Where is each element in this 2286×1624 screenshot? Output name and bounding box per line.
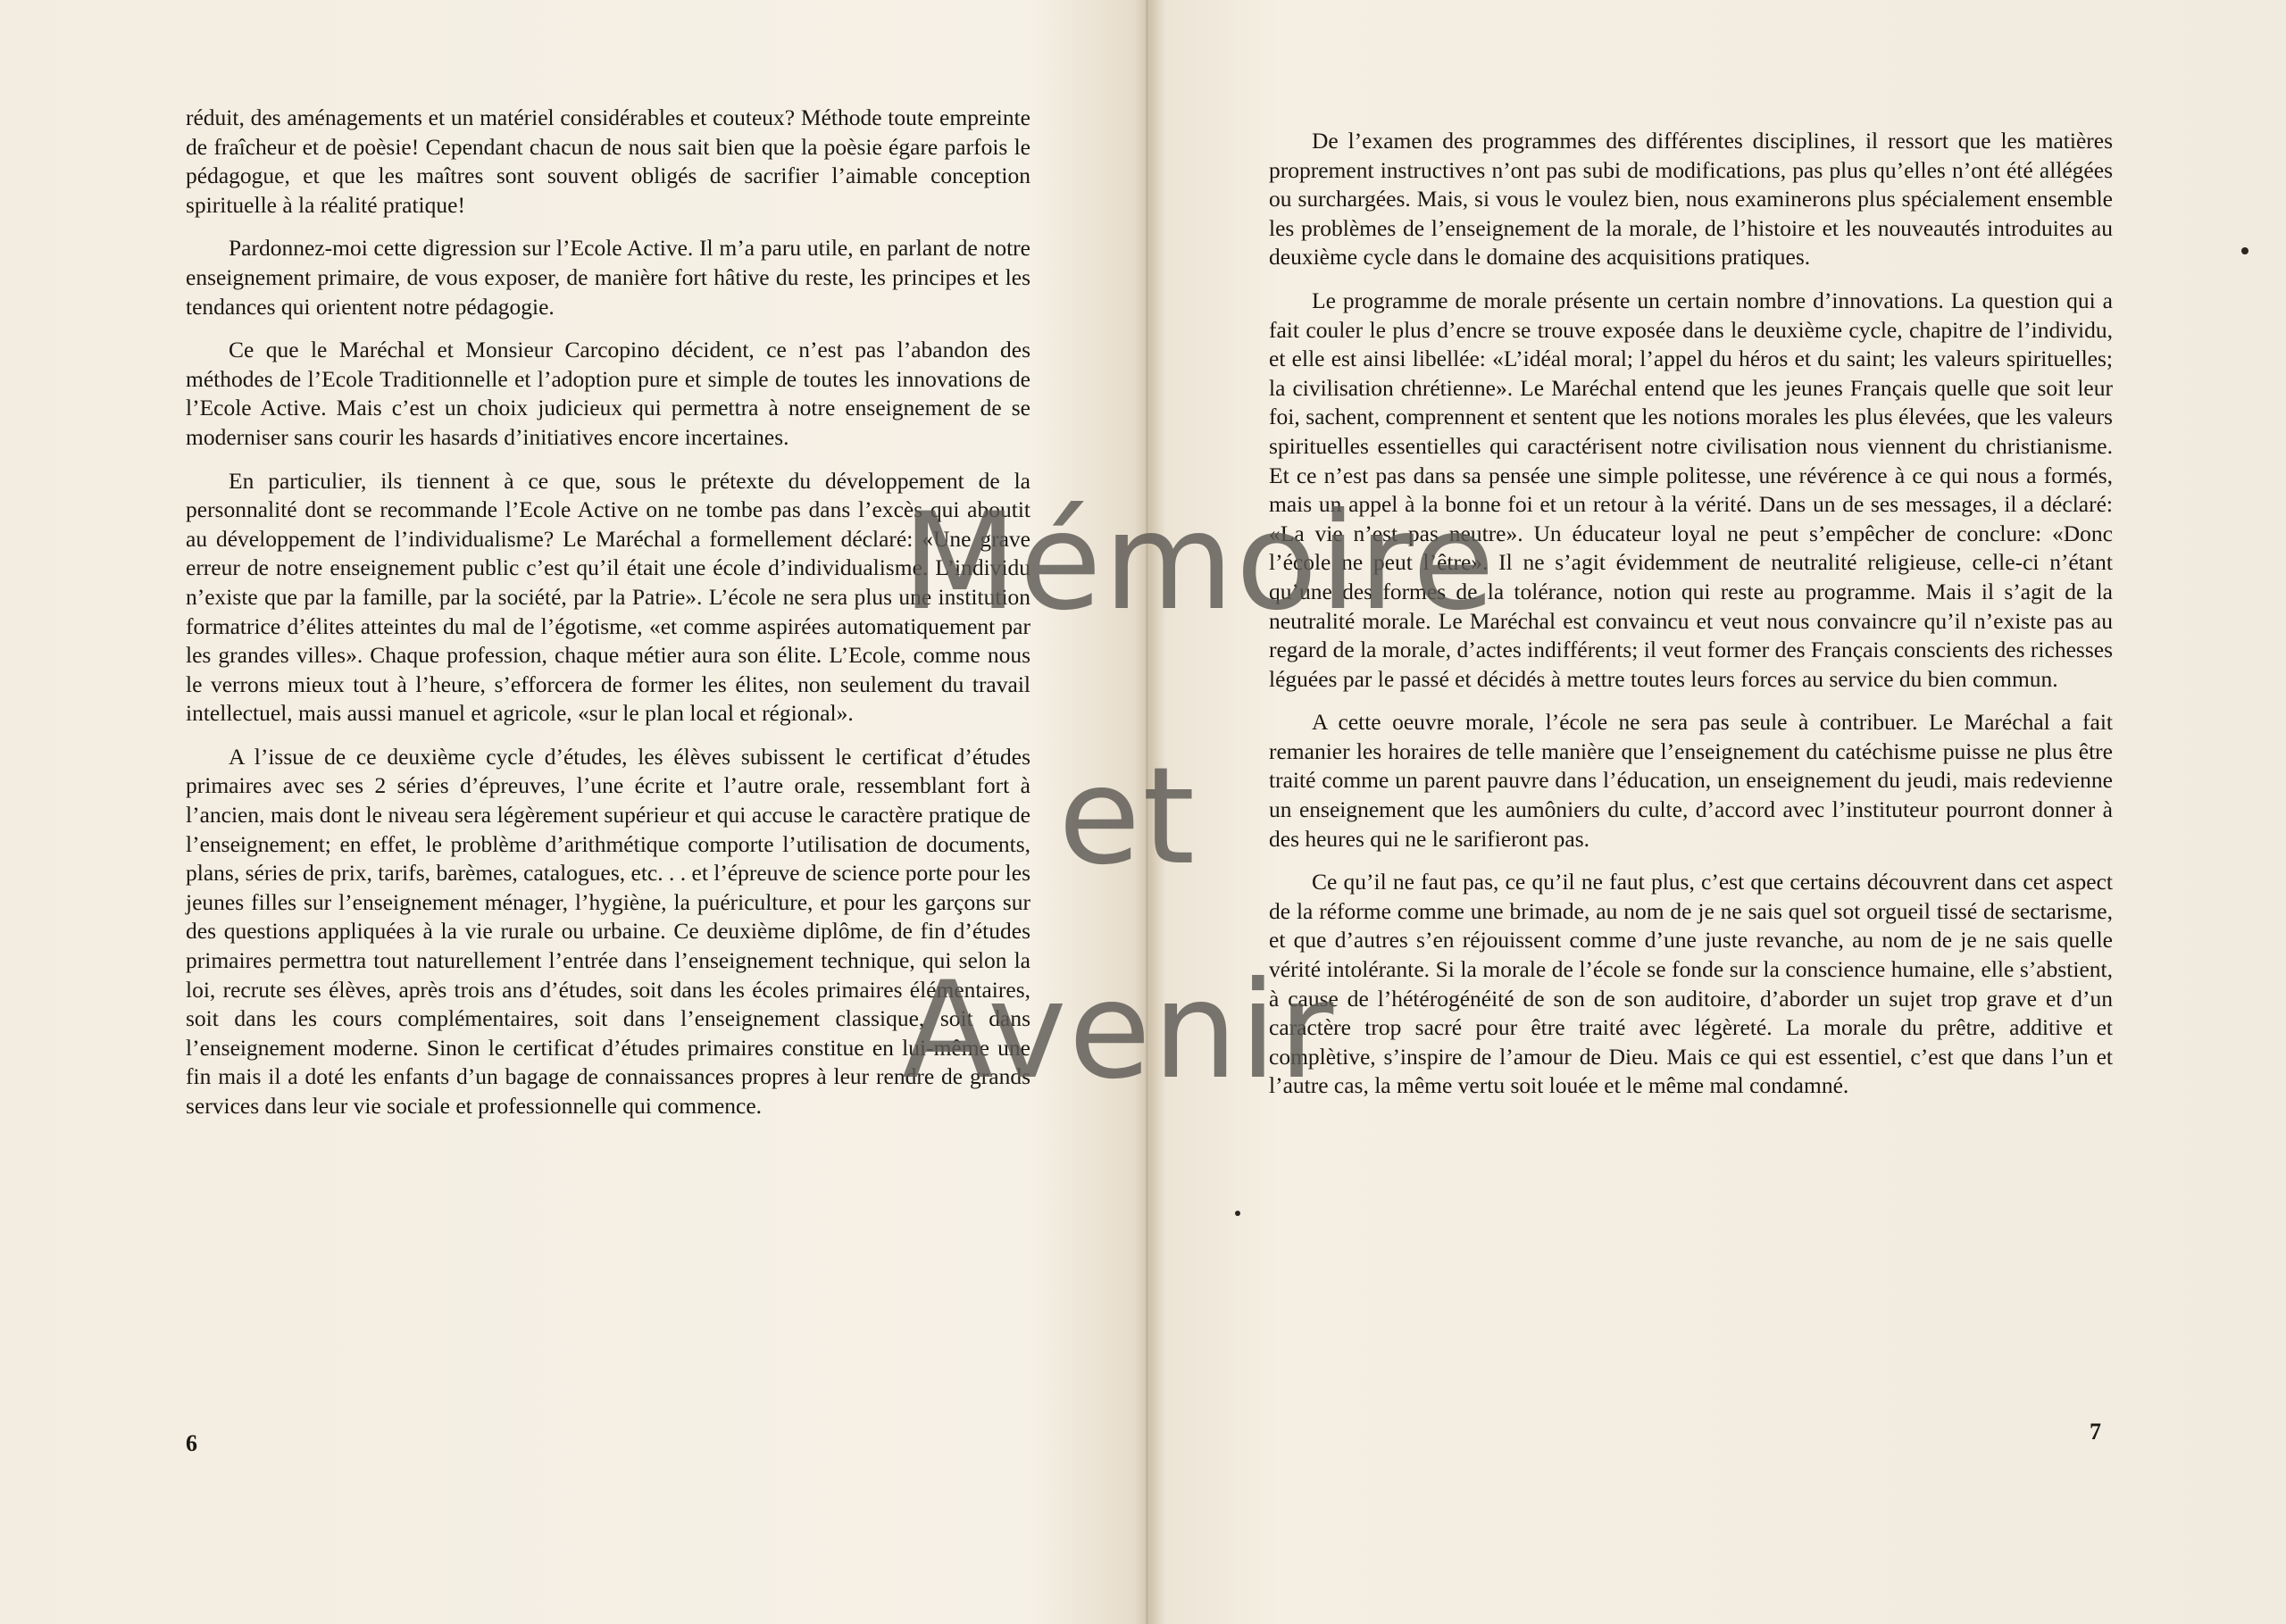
page-number-left: 6: [186, 1430, 197, 1456]
ink-dot: [2241, 247, 2248, 254]
paragraph: Ce qu’il ne faut pas, ce qu’il ne faut plus, c’est que certains découvrent dans cet aspect de la réforme comme une brimade, au nom de je ne sais quel sot orgueil tissé de sectarisme, et que d’autres s’en réjouissent comme d’une juste revanche, au nom de je ne sais quelle vérité intolérante. Si la morale de l’école se fonde sur la conscience humaine, elle s’abstient, à cause de l’hétérogénéité de son de son auditoire, d’aborder un sujet trop grave et d’un caractère trop sacré pour être traité avec légèreté. La morale du prêtre, additive et complètive, s’inspire de l’amour de Dieu. Mais ce qui est essentiel, c’est que dans l’un et l’autre cas, la même vertu soit louée et le même mal condamné.: [1269, 869, 2113, 1099]
watermark-line: Mémoire: [902, 485, 1497, 640]
paragraph: réduit, des aménagements et un matériel considérables et couteux? Méthode toute empreinte de fraîcheur et de poèsie! Cependant chacun de nous sait bien que la poèsie égare parfois le pédagogue, et que les maîtres sont souvent obligés de sacrifier l’aimable conception spirituelle à la réalité pratique!: [186, 104, 1030, 218]
left-page-text: [186, 104, 1030, 1136]
watermark-line: et: [1058, 739, 1197, 895]
paragraph: En particulier, ils tiennent à ce que, sous le prétexte du développement de la personnalité dont se recommande l’Ecole Active on ne tombe pas dans l’excès qui aboutit au développement de l’individualisme? Le Maréchal a formellement déclaré: «Une grave erreur de notre enseignement public c’est qu’il était une école d’individualisme. L’individu n’existe que par la famille, par la société, par la Patrie». L’école ne sera plus une institution formatrice d’élites atteintes du mal de l’égotisme, «et comme aspirées automatiquement par les grandes villes». Chaque profession, chaque métier aura son élite. L’Ecole, comme nous le verrons mieux tout à l’heure, s’efforcera de former les élites, non seulement du travail intellectuel, mais aussi manuel et agricole, «sur le plan local et régional».: [186, 467, 1030, 727]
paragraph: De l’examen des programmes des différentes disciplines, il ressort que les matières proprement instructives n’ont pas subi de modifications, pas plus qu’elles n’ont été allégées ou surchargées. Mais, si vous le voulez bien, nous examinerons plus spécialement ensemble les problèmes de l’enseignement de la morale, de l’histoire et les nouveautés introduites au deuxième cycle dans le domaine des acquisitions pratiques.: [1269, 128, 2113, 271]
page-number-right: 7: [2090, 1419, 2101, 1445]
paragraph: Le programme de morale présente un certain nombre d’innovations. La question qui a fait couler le plus d’encre se trouve exposée dans le deuxième cycle, chapitre de l’individu, et elle est ainsi libellée: «L’idéal moral; l’appel du héros et du saint; les valeurs spirituelles; la civilisation chrétienne». Le Maréchal entend que les jeunes Français quelle que soit leur foi, sachent, comprennent et sentent que les notions morales les plus élevées, que les valeurs spirituelles essentielles qui caractérisent notre civilisation nous viennent du christianisme. Et ce n’est pas dans sa pensée une simple politesse, une révérence à ce qui nous a formés, mais un appel à la bonne foi et un retour à la vérité. Dans un de ses messages, il a déclaré: «La vie n’est pas neutre». Un éducateur loyal ne peut s’empêcher de conclure: «Donc l’école ne peut l’être». Il ne s’agit évidemment de neutralité religieuse, celle-ci n’étant qu’une des formes de la tolérance, notion qui reste au programme. Mais il s’agit de la neutralité morale. Le Maréchal est convaincu et veut nous convaincre qu’il n’existe pas au regard de la morale, d’actes indifférents; il veut former des Français conscients des richesses léguées par le passé et décidés à mettre toutes leurs forces au service du bien commun.: [1269, 287, 2113, 692]
paragraph: Pardonnez-moi cette digression sur l’Ecole Active. Il m’a paru utile, en parlant de notre enseignement primaire, de vous exposer, de manière fort hâtive du reste, les principes et les tendances qui orientent notre pédagogie.: [186, 235, 1030, 320]
paragraph: A cette oeuvre morale, l’école ne sera pas seule à contribuer. Le Maréchal a fait remanier les horaires de telle manière que l’enseignement du catéchisme puisse ne plus être traité comme un parent pauvre dans l’éducation, un enseignement du jeudi, mais redevienne un enseignement que les aumôniers du culte, d’accord avec l’instituteur pourront donner à des heures qui ne le sarifieront pas.: [1269, 709, 2113, 852]
right-page-text: [1269, 127, 2113, 1115]
ink-dot: [1235, 1211, 1240, 1216]
right-page: [1148, 0, 2286, 1624]
watermark-line: Avenir: [902, 954, 1336, 1109]
paragraph: Ce que le Maréchal et Monsieur Carcopino décident, ce n’est pas l’abandon des méthodes de l’Ecole Traditionnelle et l’adoption pure et simple de toutes les innovations de l’Ecole Active. Mais c’est un choix judicieux qui permettra à notre enseignement de se moderniser sans courir les hasards d’initiatives encore incertaines.: [186, 337, 1030, 450]
paragraph: A l’issue de ce deuxième cycle d’études, les élèves subissent le certificat d’études primaires avec ses 2 séries d’épreuves, l’une écrite et l’autre orale, ressemblant fort à l’ancien, mais dont le niveau sera légèrement supérieur et qui accuse le caractère pratique de l’enseignement; en effet, le problème d’arithmétique comporte l’utilisation de documents, plans, séries de prix, tarifs, barèmes, catalogues, etc. . . et l’épreuve de science porte pour les jeunes filles sur l’enseignement ménager, l’hygiène, la puériculture, et pour les garçons sur des questions appliquées à la vie rurale ou urbaine. Ce deuxième diplôme, de fin d’études primaires permettra tout naturellement l’entrée dans l’enseignement technique, qui selon la loi, recrute ses élèves, après trois ans d’études, soit dans les écoles primaires élémentaires, soit dans les cours complémentaires, soit dans l’enseignement classique, soit dans l’enseignement moderne. Sinon le certificat d’études primaires constitue en lui-même une fin mais il a doté les enfants d’un bagage de connaissances propres à leur rendre de grands services dans leur vie sociale et professionnelle qui commence.: [186, 743, 1030, 1119]
